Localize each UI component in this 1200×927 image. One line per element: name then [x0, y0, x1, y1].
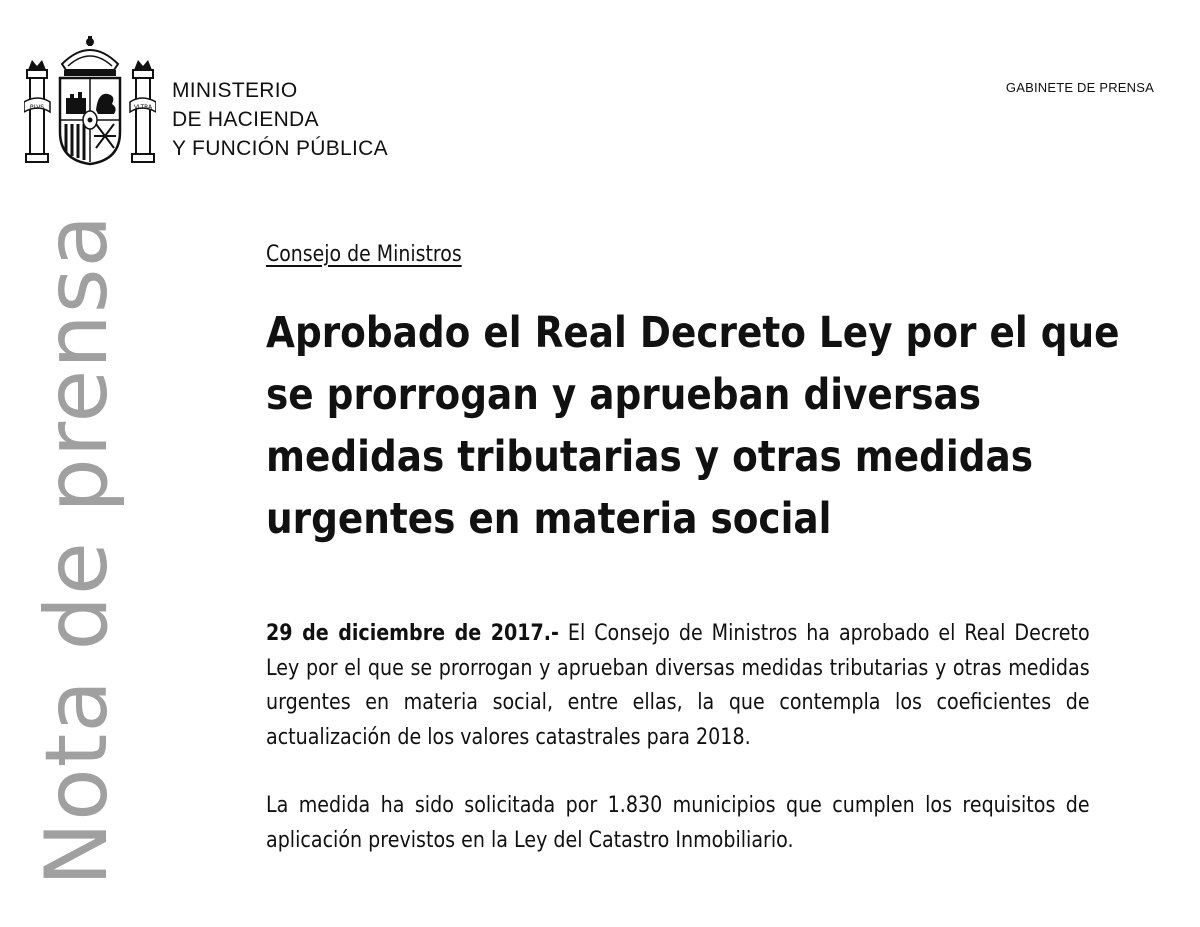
- coat-of-arms-icon: [24, 36, 156, 166]
- ministry-line-2: DE HACIENDA: [172, 108, 319, 131]
- sidebar: [22, 213, 132, 887]
- nota-de-prensa-label: Nota de prensa: [27, 213, 127, 887]
- ministry-line-1: MINISTERIO: [172, 79, 298, 102]
- headline: [266, 302, 1136, 550]
- headline-line: Aprobado el Real Decreto Ley por el que: [266, 308, 1120, 358]
- headline-line: urgentes en materia social: [266, 494, 832, 544]
- article-body: [266, 617, 1090, 858]
- ministry-name: [172, 76, 388, 163]
- gabinete-label: GABINETE DE PRENSA: [1005, 80, 1154, 95]
- motto-right: VLTRA: [133, 104, 153, 111]
- paragraph-1-text: El Consejo de Ministros ha aprobado el Real Decreto Ley por el que se prorrogan y aprueban diversas medidas tributarias y otras medidas urgentes en materia social, entre ellas, la que contempla los coeficientes de actualización de los valores catastrales para 2018.: [266, 621, 1090, 750]
- motto-left: PLVS: [29, 104, 45, 111]
- headline-line: se prorrogan y aprueban diversas: [266, 370, 982, 420]
- section-label: Consejo de Ministros: [266, 242, 462, 267]
- paragraph-1: [266, 617, 1090, 755]
- ministry-line-3: Y FUNCIÓN PÚBLICA: [172, 137, 388, 160]
- headline-line: medidas tributarias y otras medidas: [266, 432, 1034, 482]
- paragraph-2: La medida ha sido solicitada por 1.830 municipios que cumplen los requisitos de aplicación previstos en la Ley del Catastro Inmobiliario.: [266, 793, 1090, 853]
- date: 29 de diciembre de 2017.-: [266, 621, 559, 646]
